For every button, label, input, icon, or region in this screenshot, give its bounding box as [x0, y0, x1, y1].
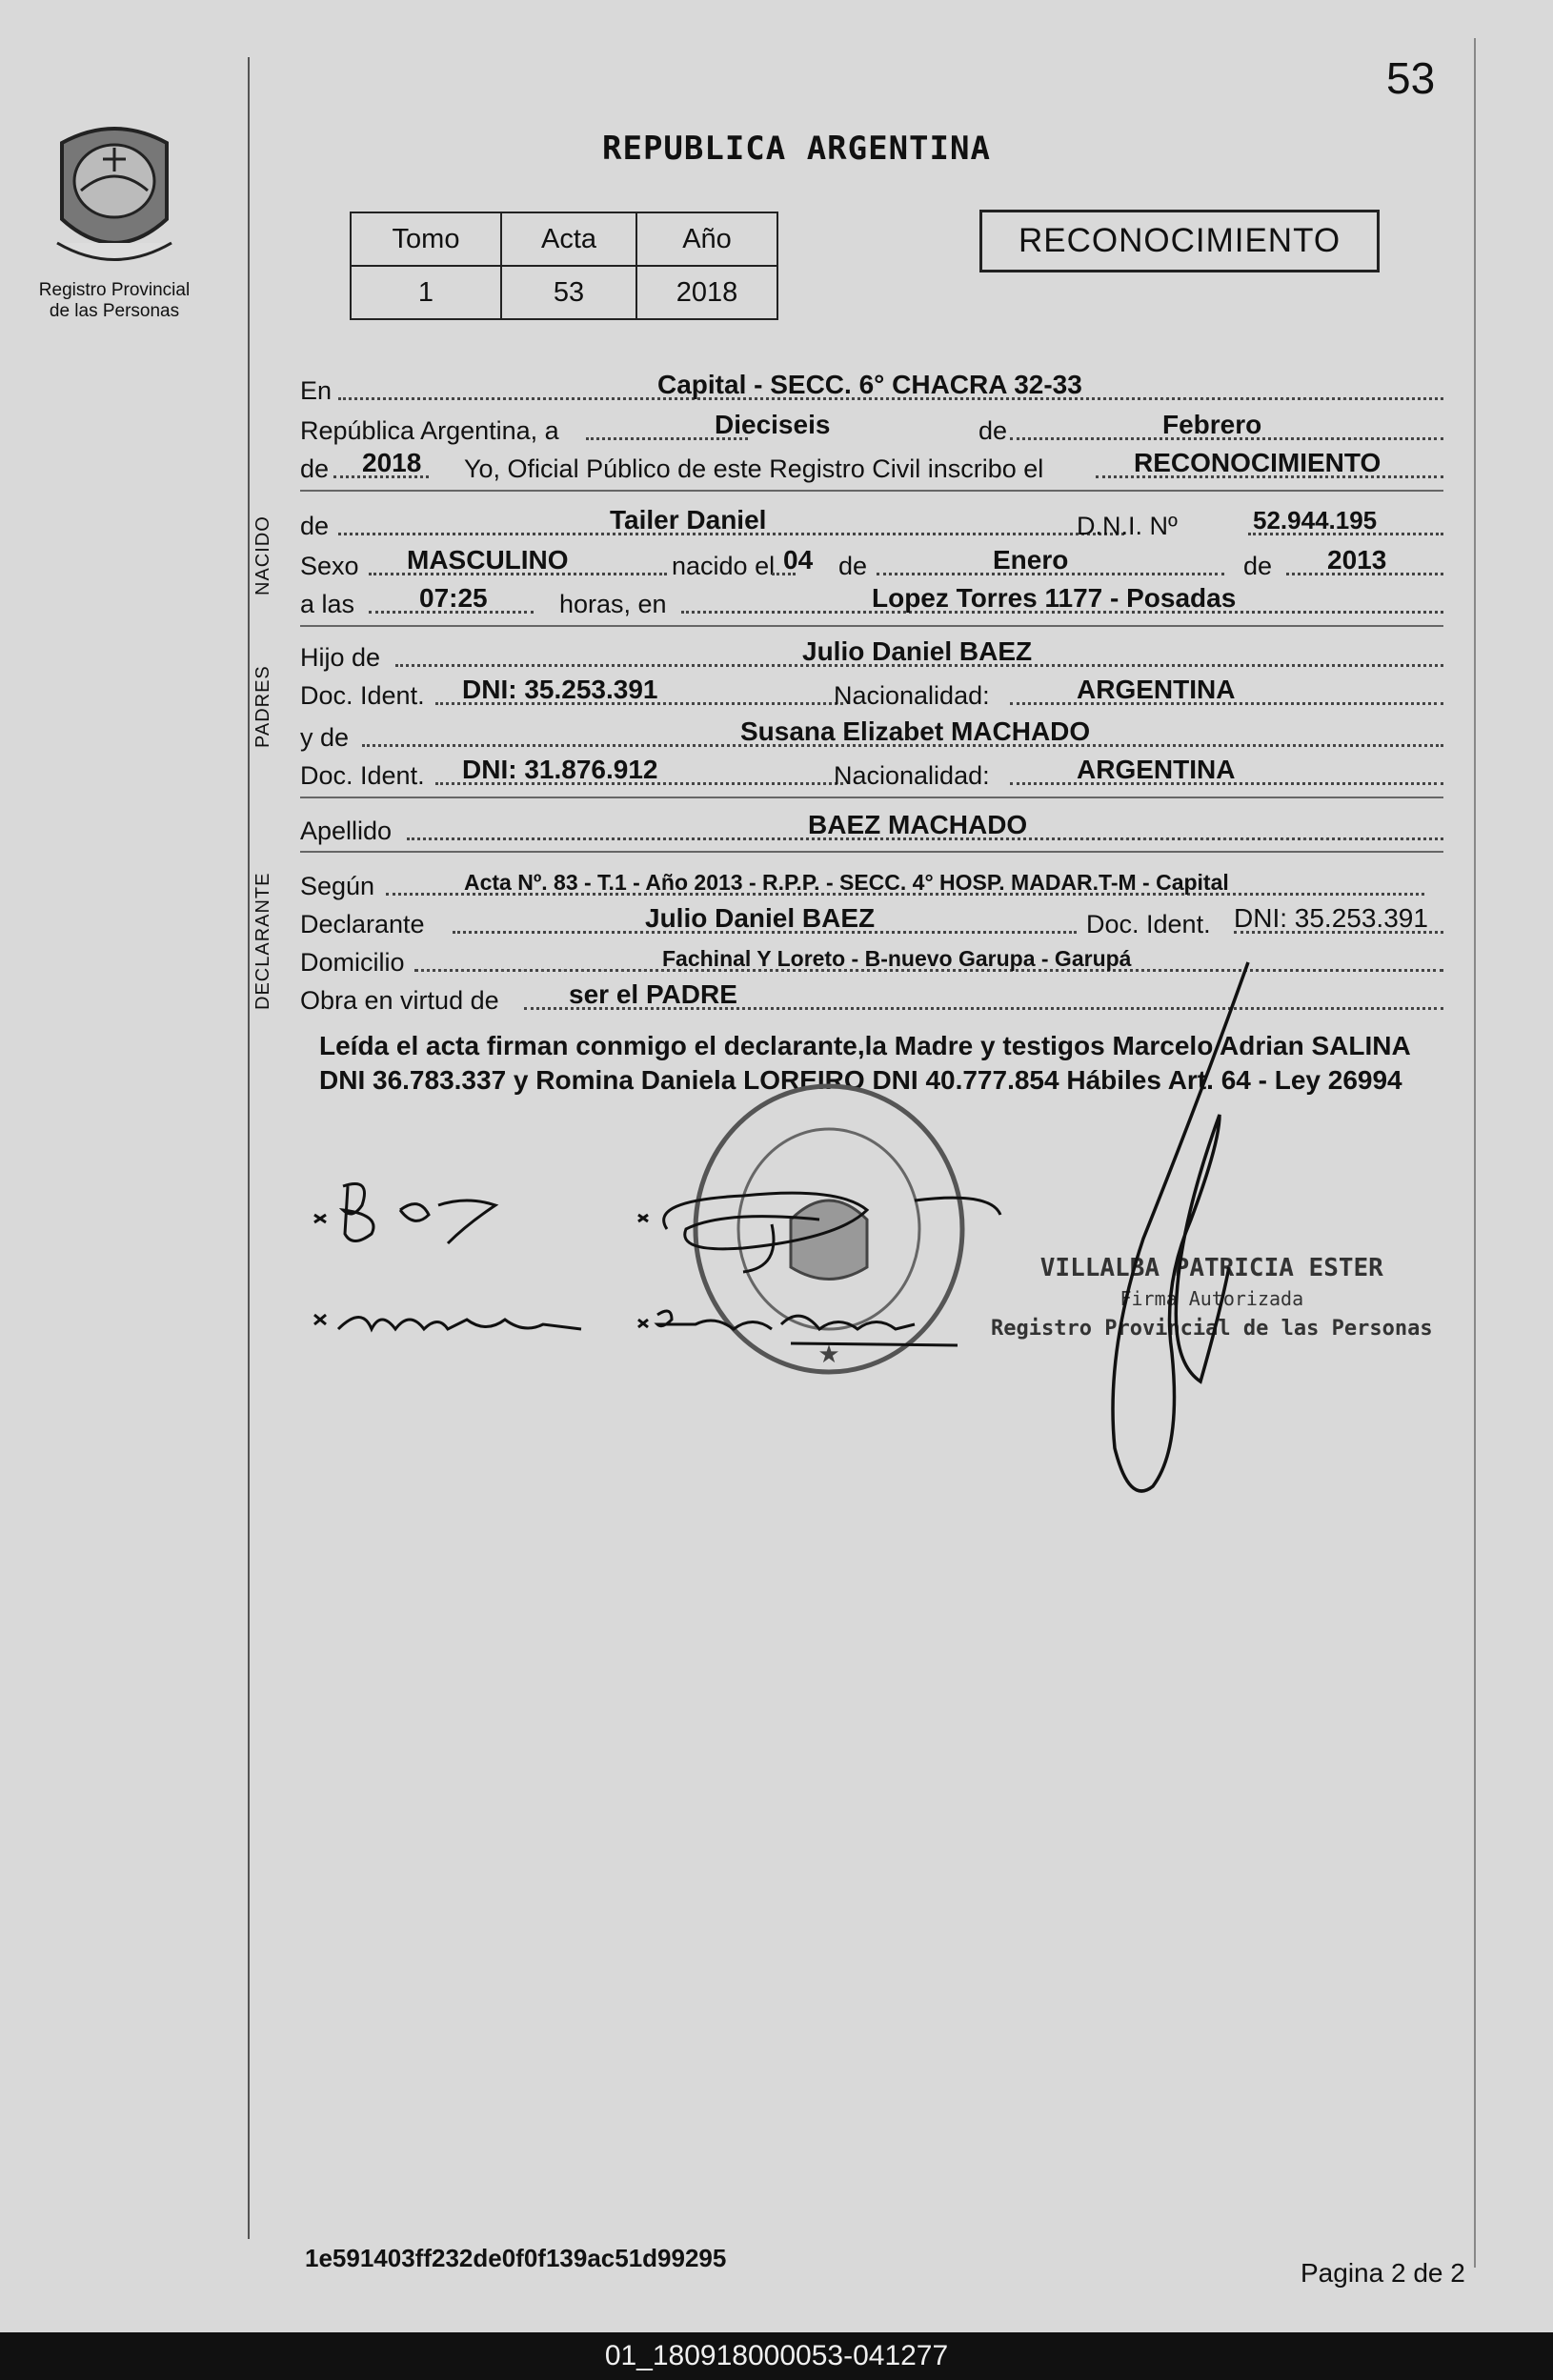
label-segun: Según [300, 872, 375, 900]
logo-caption [19, 280, 210, 322]
value-nac-padre: ARGENTINA [1077, 675, 1236, 704]
value-dni: 52.944.195 [1253, 506, 1378, 534]
signature-testigo-1 [629, 1172, 1010, 1286]
closing-text: Leída el acta firman conmigo el declarante,la Madre y testigos Marcelo Adrian SALINA DNI 36.783.337 y Romina Daniela LOREIRO DNI 40.777.854 Hábiles Art. 64 - Ley 26994 [319, 1031, 1410, 1095]
side-label-declarante: DECLARANTE [252, 872, 273, 1010]
label-de-mes: de [978, 416, 1008, 445]
form-line-padre [300, 636, 1443, 676]
label-doc-declarante: Doc. Ident. [1086, 910, 1211, 938]
value-sexo: MASCULINO [407, 545, 569, 575]
folio-number: 53 [1386, 53, 1436, 103]
page-indicator: Pagina 2 de 2 [1301, 2258, 1465, 2288]
value-nac-madre: ARGENTINA [1077, 755, 1236, 784]
label-domicilio: Domicilio [300, 948, 405, 977]
official-role: Firma Autorizada [1119, 1287, 1304, 1310]
signature-madre [305, 1296, 591, 1353]
form-line-fecha [300, 410, 1443, 450]
label-yo-oficial: Yo, Oficial Público de este Registro Civil inscribo el [464, 454, 1044, 483]
label-republica: República Argentina, a [300, 416, 559, 445]
right-margin-line [1474, 38, 1476, 2268]
label-de-nac: de [838, 552, 868, 580]
value-padre: Julio Daniel BAEZ [802, 636, 1033, 666]
misiones-shield-logo [43, 114, 186, 276]
form-line-hora [300, 583, 1443, 623]
value-apellido: BAEZ MACHADO [808, 810, 1028, 839]
label-obra: Obra en virtud de [300, 986, 499, 1015]
signature-oficial [1086, 953, 1277, 1505]
value-doc-padre: DNI: 35.253.391 [462, 675, 658, 704]
label-de-anio: de [300, 454, 330, 483]
value-en: Capital - SECC. 6° CHACRA 32-33 [657, 370, 1082, 399]
value-hora: 07:25 [419, 583, 488, 613]
value-mes: Febrero [1162, 410, 1262, 439]
signature-declarante [305, 1167, 524, 1253]
form-line-apellido [300, 810, 1443, 850]
separator-1 [300, 490, 1443, 492]
act-type-box: RECONOCIMIENTO [979, 210, 1380, 272]
label-hijo-de: Hijo de [300, 643, 381, 672]
label-nacionalidad-padre: Nacionalidad: [834, 681, 990, 710]
value-segun: Acta Nº. 83 - T.1 - Año 2013 - R.P.P. - SECC. 4° HOSP. MADAR.T-M - Capital [464, 870, 1229, 895]
header-tomo: Tomo [351, 212, 501, 266]
form-line-declarante [300, 903, 1443, 943]
label-nacido-el: nacido el [672, 552, 776, 580]
value-nombre: Tailer Daniel [610, 505, 767, 534]
form-line-sexo [300, 545, 1443, 585]
label-de-nac-2: de [1243, 552, 1273, 580]
value-declarante: Julio Daniel BAEZ [645, 903, 876, 933]
value-madre: Susana Elizabet MACHADO [740, 716, 1091, 746]
label-declarante: Declarante [300, 910, 425, 938]
svg-text:★: ★ [817, 1340, 840, 1368]
label-doc-padre: Doc. Ident. [300, 681, 425, 710]
value-doc-madre: DNI: 31.876.912 [462, 755, 658, 784]
label-de-nombre: de [300, 512, 330, 540]
side-label-nacido: NACIDO [252, 515, 273, 595]
label-a-las: a las [300, 590, 355, 618]
label-nacionalidad-madre: Nacionalidad: [834, 761, 990, 790]
official-name: VILLALBA PATRICIA ESTER [1039, 1254, 1383, 1282]
label-doc-madre: Doc. Ident. [300, 761, 425, 790]
document-hash: 1e591403ff232de0f0f139ac51d99295 [305, 2244, 727, 2272]
header-ano: Año [636, 212, 777, 266]
label-apellido: Apellido [300, 817, 393, 845]
logo-caption-line-2: de las Personas [49, 301, 180, 321]
separator-3 [300, 797, 1443, 798]
value-dia: Dieciseis [715, 410, 831, 439]
value-acta: 53 [501, 266, 636, 319]
label-en: En [300, 376, 333, 405]
separator-4 [300, 851, 1443, 853]
value-inscribe: RECONOCIMIENTO [1134, 448, 1382, 477]
value-tomo: 1 [351, 266, 501, 319]
label-horas-en: horas, en [559, 590, 667, 618]
form-line-segun [300, 865, 1443, 905]
official-office: Registro Provincial de las Personas [991, 1317, 1433, 1341]
separator-2 [300, 625, 1443, 627]
value-dia-nac: 04 [783, 545, 814, 575]
header-acta: Acta [501, 212, 636, 266]
form-line-nombre [300, 505, 1443, 545]
form-line-en [300, 370, 1443, 410]
form-line-madre [300, 716, 1443, 756]
value-lugar-nac: Lopez Torres 1177 - Posadas [872, 583, 1237, 613]
value-domicilio: Fachinal Y Loreto - B-nuevo Garupa - Garupá [662, 946, 1132, 971]
label-sexo: Sexo [300, 552, 359, 580]
value-doc-declarante: DNI: 35.253.391 [1234, 903, 1428, 933]
value-anio: 2018 [362, 448, 422, 477]
label-y-de: y de [300, 723, 350, 752]
logo-caption-line-1: Registro Provincial [38, 280, 191, 300]
tomo-acta-table [350, 212, 778, 320]
value-ano: 2018 [636, 266, 777, 319]
value-obra: ser el PADRE [569, 979, 737, 1009]
value-anio-nac: 2013 [1327, 545, 1387, 575]
form-line-padre-doc [300, 675, 1443, 715]
document-title: REPUBLICA ARGENTINA [602, 130, 991, 168]
form-line-madre-doc [300, 755, 1443, 795]
file-id-bar: 01_180918000053-041277 [0, 2332, 1553, 2380]
label-dni: D.N.I. Nº [1077, 512, 1178, 540]
left-margin-line [248, 57, 250, 2239]
value-mes-nac: Enero [993, 545, 1069, 575]
signature-testigo-2 [629, 1296, 972, 1362]
form-line-inscribo [300, 448, 1443, 488]
side-label-padres: PADRES [252, 665, 273, 748]
